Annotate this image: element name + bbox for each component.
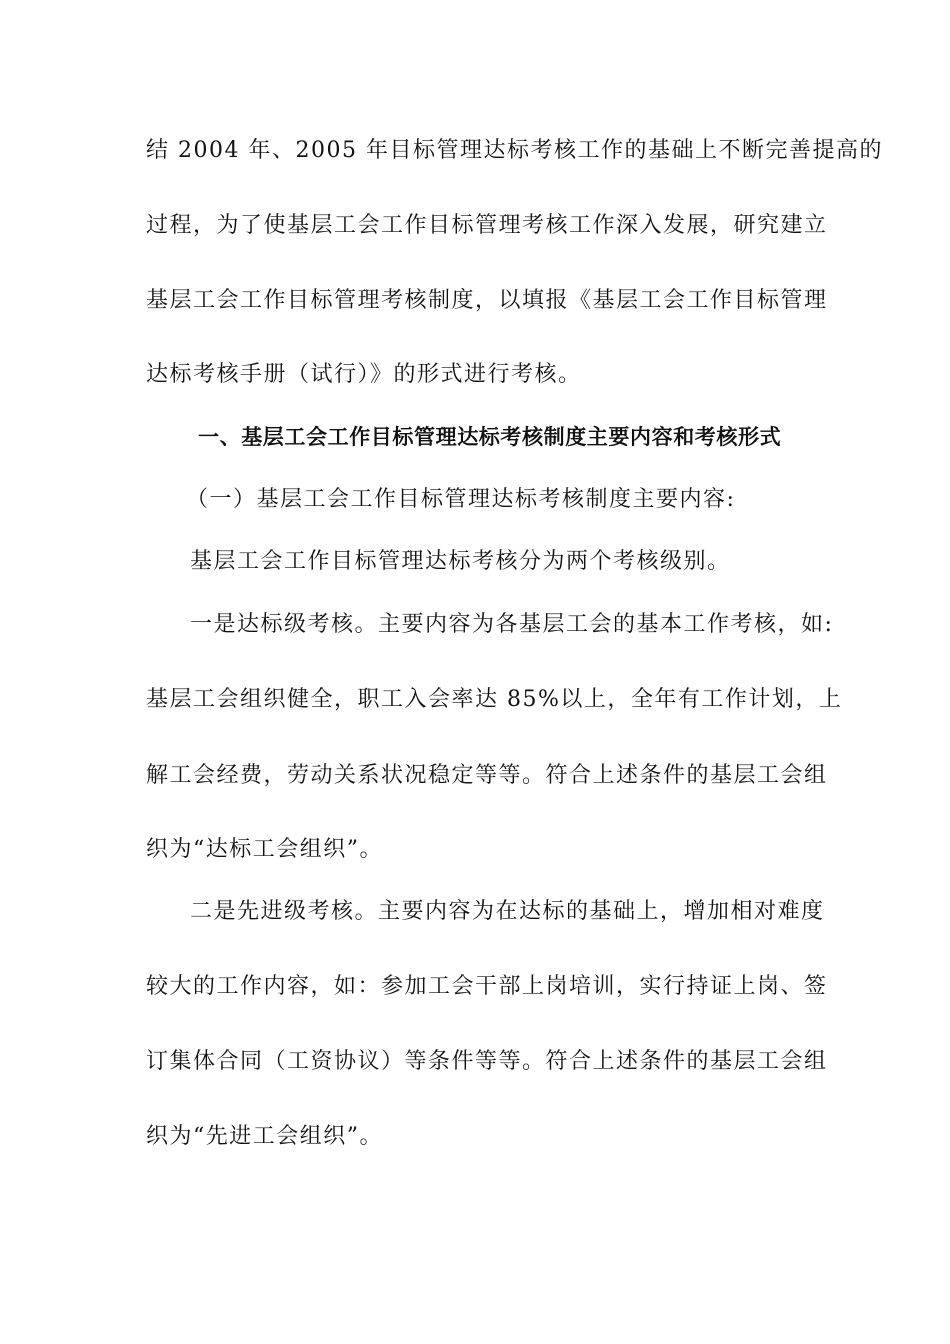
body-text-line: 订集体合同（工资协议）等条件等等。符合上述条件的基层工会组 (146, 1049, 828, 1074)
section-heading: 一、基层工会工作目标管理达标考核制度主要内容和考核形式 (198, 425, 782, 449)
body-text-line: 过程，为了使基层工会工作目标管理考核工作深入发展，研究建立 (146, 213, 828, 238)
body-text-line: 织为“达标工会组织”。 (146, 837, 383, 862)
body-text-line: 结 2004 年、2005 年目标管理达标考核工作的基础上不断完善提高的 (146, 138, 883, 163)
body-text-line: 解工会经费，劳动关系状况稳定等等。符合上述条件的基层工会组 (146, 763, 828, 788)
body-text-line: 织为“先进工会组织”。 (146, 1124, 383, 1149)
body-text-line: 较大的工作内容，如：参加工会干部上岗培训，实行持证上岗、签 (146, 974, 828, 999)
body-text-line: 二是先进级考核。主要内容为在达标的基础上，增加相对难度 (190, 899, 825, 924)
body-text-line: 达标考核手册（试行）》的形式进行考核。 (146, 362, 582, 387)
body-text-line: 基层工会组织健全，职工入会率达 85%以上，全年有工作计划，上 (146, 687, 843, 712)
body-text-line: 一是达标级考核。主要内容为各基层工会的基本工作考核，如: (190, 612, 834, 637)
body-text-line: 基层工会工作目标管理达标考核分为两个考核级别。 (190, 549, 731, 574)
body-text-line: 基层工会工作目标管理考核制度，以填报《基层工会工作目标管理 (146, 288, 828, 313)
subsection-heading: （一）基层工会工作目标管理达标考核制度主要内容: (186, 487, 736, 512)
